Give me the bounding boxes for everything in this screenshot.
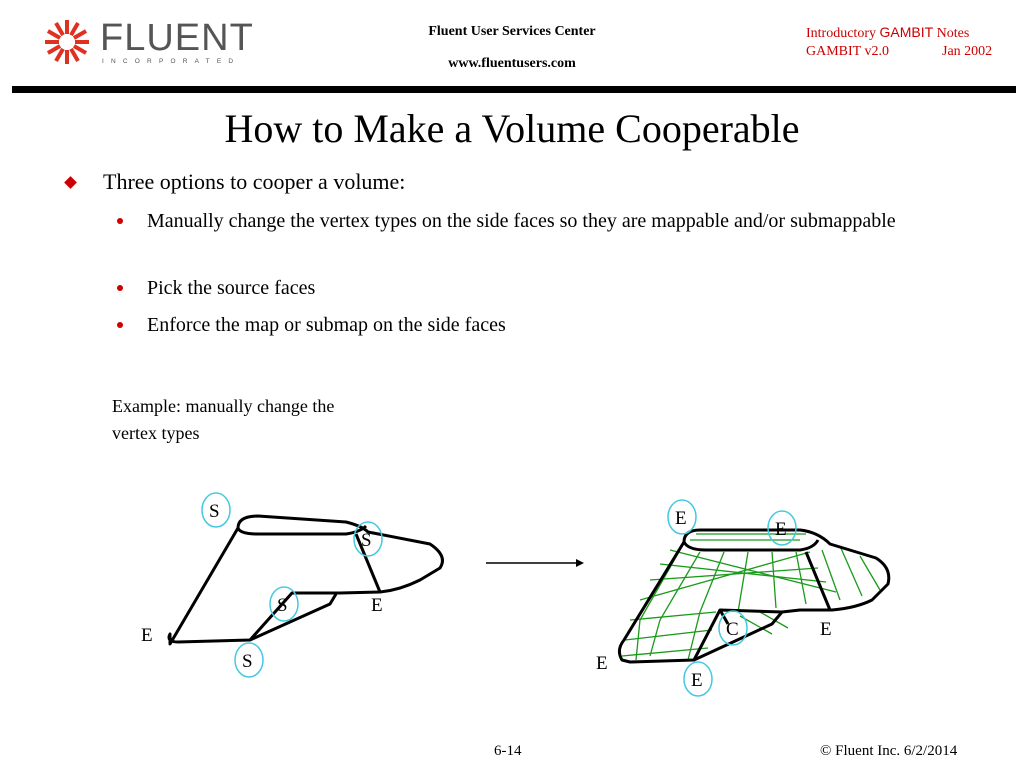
subbullet-1: Manually change the vertex types on the side faces so they are mappable and/or submappable xyxy=(147,210,896,232)
right-label-c-mid: C xyxy=(726,619,739,640)
header-notes-prefix: Introductory xyxy=(806,26,876,41)
logo-wordmark: FLUENT xyxy=(100,17,254,59)
example-line-1: Example: manually change the xyxy=(112,396,335,416)
left-label-e-left: E xyxy=(141,625,153,646)
left-label-e-right: E xyxy=(371,595,383,616)
right-label-e-bottom: E xyxy=(691,670,703,691)
bullet-main: Three options to cooper a volume: xyxy=(103,169,406,194)
transform-arrow-icon xyxy=(486,559,584,567)
left-volume-outline xyxy=(169,516,442,644)
subbullet-3: Enforce the map or submap on the side faces xyxy=(147,314,506,336)
left-label-s-right: S xyxy=(361,530,372,551)
left-label-s-mid: S xyxy=(277,595,288,616)
header-right-version: GAMBIT v2.0 xyxy=(806,44,889,59)
slide-title: How to Make a Volume Cooperable xyxy=(224,106,800,151)
right-label-e-right: E xyxy=(820,619,832,640)
header-notes-gambit: GAMBIT xyxy=(879,24,934,40)
left-label-s-top: S xyxy=(209,501,220,522)
right-label-e-top: E xyxy=(675,508,687,529)
header-notes-suffix: Notes xyxy=(936,26,970,41)
right-label-e-left: E xyxy=(596,653,608,674)
left-label-s-bottom: S xyxy=(242,651,253,672)
logo-subtitle: INCORPORATED xyxy=(102,58,241,65)
footer-page-number: 6-14 xyxy=(494,743,522,759)
right-volume-outline xyxy=(619,530,888,662)
right-label-e-topright: E xyxy=(775,519,787,540)
example-line-2: vertex types xyxy=(112,423,200,443)
header-right-date: Jan 2002 xyxy=(942,44,993,59)
subbullet-2: Pick the source faces xyxy=(147,277,316,299)
left-vertex-circles xyxy=(202,493,382,677)
right-volume-mesh xyxy=(622,534,880,660)
header-center-url: www.fluentusers.com xyxy=(448,56,576,71)
header-center-title: Fluent User Services Center xyxy=(428,24,596,39)
footer-copyright: © Fluent Inc. 6/2/2014 xyxy=(820,743,958,759)
